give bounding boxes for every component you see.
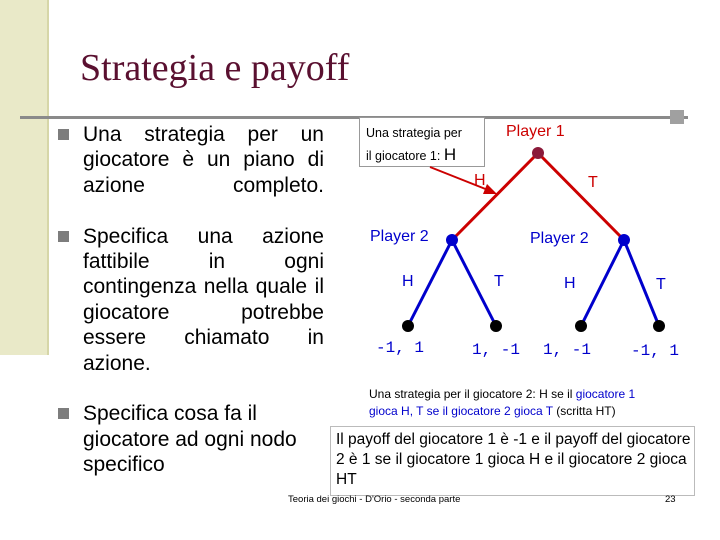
payoff-3: 1, -1 xyxy=(543,341,592,359)
player2-strategy-note xyxy=(369,386,709,420)
payoff-explanation-text: Il payoff del giocatore 1 è -1 e il payoff del giocatore 2 è 1 se il giocatore 1 gioca H e il giocatore 2 gioca HT xyxy=(336,431,691,488)
note2-part2: giocatore 1 xyxy=(575,387,636,401)
p2-right-edge-t xyxy=(624,240,659,326)
player2-right-move-t: T xyxy=(656,276,666,293)
player1-node xyxy=(532,147,544,159)
slide-title: Strategia e payoff xyxy=(80,47,350,89)
bullet-text: Specifica cosa fa il giocatore ad ogni nodo specifico xyxy=(83,402,297,477)
payoff-2: 1, -1 xyxy=(472,341,521,359)
p2-right-edge-h xyxy=(581,240,624,326)
p2-left-edge-h xyxy=(408,240,452,326)
p1-edge-left xyxy=(452,153,538,240)
bullet-text: Una strategia per un giocatore è un piano di azione completo. xyxy=(83,123,324,197)
callout-line1: Una strategia per xyxy=(366,126,462,140)
player1-label: Player 1 xyxy=(506,123,565,140)
payoff-1: -1, 1 xyxy=(376,339,425,357)
page-number: 23 xyxy=(665,494,676,505)
callout-line2-prefix: il giocatore 1: xyxy=(366,149,441,163)
player2-left-move-h: H xyxy=(402,273,414,290)
leaf-node-2 xyxy=(490,320,502,332)
player2-right-node xyxy=(618,234,630,246)
leaf-node-3 xyxy=(575,320,587,332)
player2-right-label: Player 2 xyxy=(530,230,589,247)
payoff-4: -1, 1 xyxy=(631,342,680,360)
note2-part6: (scritta HT) xyxy=(552,404,616,418)
player2-left-node xyxy=(446,234,458,246)
note2-part4: giocatore 2 xyxy=(451,404,511,418)
p1-edge-right xyxy=(538,153,624,240)
leaf-node-4 xyxy=(653,320,665,332)
leaf-node-1 xyxy=(402,320,414,332)
footer-text: Teoria dei giochi - D'Orio - seconda parte xyxy=(288,494,461,505)
note2-part3: gioca H, T se il xyxy=(369,404,452,418)
player1-move-left: H xyxy=(474,172,486,189)
player2-left-move-t: T xyxy=(494,273,504,290)
note2-part1: Una strategia per il giocatore 2: H se il xyxy=(369,387,576,401)
player2-left-label: Player 2 xyxy=(370,228,429,245)
bullet-text: Specifica una azione fattibile in ogni contingenza nella quale il giocatore potrebbe essere chiamato in azione. xyxy=(83,224,324,375)
callout-line2-value: H xyxy=(443,145,457,164)
player2-right-move-h: H xyxy=(564,275,576,292)
p2-left-edge-t xyxy=(452,240,496,326)
player1-move-right: T xyxy=(588,174,598,191)
note2-part5: gioca T xyxy=(510,404,553,418)
